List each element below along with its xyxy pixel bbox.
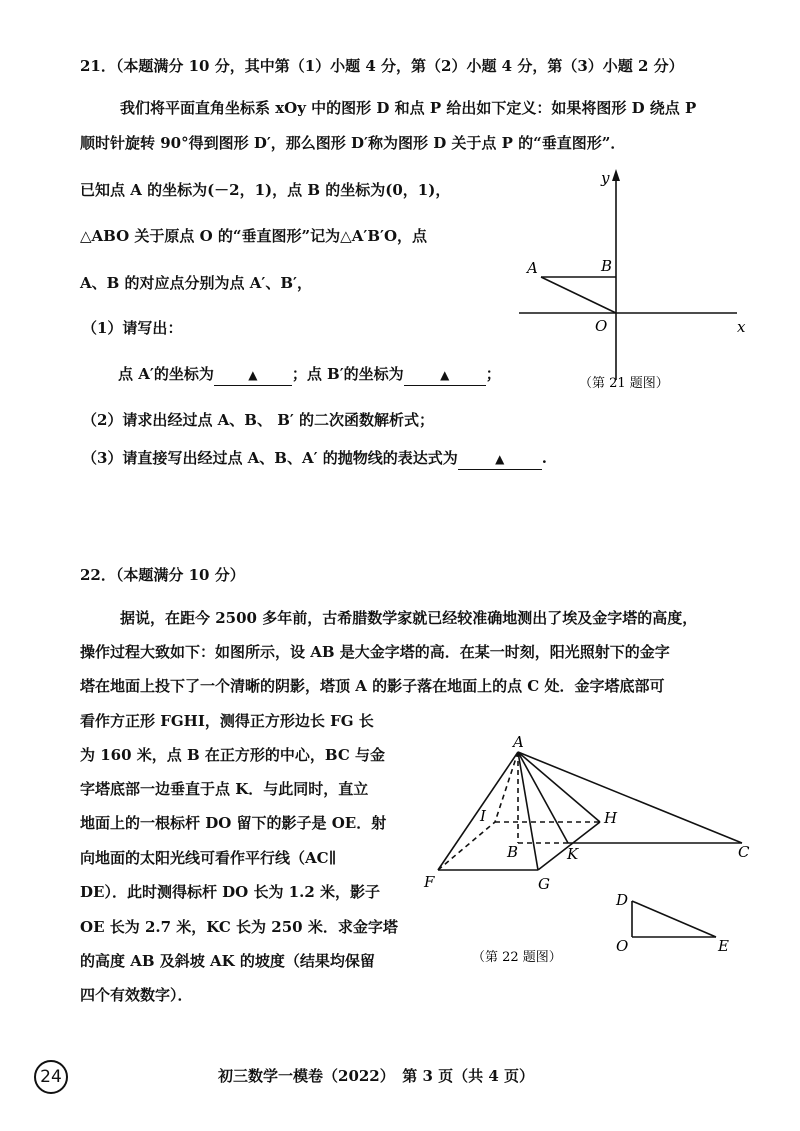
q22-para-line-6: 字塔底部一边垂直于点 K．与此同时，直立 bbox=[80, 780, 369, 798]
q22-figure-caption: （第 22 题图） bbox=[472, 950, 562, 965]
answer-placeholder-triangle: ▲ bbox=[440, 368, 450, 382]
label-b: B bbox=[507, 843, 519, 861]
q21-given-line-1: 已知点 A 的坐标为(－2，1)，点 B 的坐标为(0，1)， bbox=[80, 181, 451, 199]
q21-coordinate-figure bbox=[515, 165, 760, 400]
edge-af bbox=[438, 752, 518, 870]
q21-header: 21．（本题满分 10 分，其中第（1）小题 4 分，第（2）小题 4 分，第（3）小题 2 分） bbox=[80, 57, 684, 75]
q21-part-3-prompt: （3）请直接写出经过点 A、B、A′ 的抛物线的表达式为 bbox=[82, 449, 458, 467]
label-i: I bbox=[480, 807, 486, 825]
q22-para-line-2: 操作过程大致如下：如图所示，设 AB 是大金字塔的高．在某一时刻，阳光照射下的金字 bbox=[80, 643, 670, 661]
label-h: H bbox=[604, 809, 618, 827]
label-d: D bbox=[616, 891, 629, 909]
q21-b-prime-blank[interactable] bbox=[404, 364, 486, 386]
label-x: x bbox=[737, 318, 746, 336]
q22-pyramid-figure bbox=[410, 725, 770, 975]
edge-ah bbox=[518, 752, 600, 822]
q21-part-1-answer-line bbox=[118, 364, 501, 386]
answer-placeholder-triangle: ▲ bbox=[495, 452, 505, 466]
page-footer: 初三数学一模卷（2022） 第 3 页（共 4 页） bbox=[218, 1067, 535, 1085]
label-f: F bbox=[424, 873, 435, 891]
q22-para-line-12: 四个有效数字）． bbox=[80, 986, 193, 1004]
q22-para-line-3: 塔在地面上投下了一个清晰的阴影，塔顶 A 的影子落在地面上的点 C 处．金字塔底部可 bbox=[80, 677, 665, 695]
q22-para-line-1: 据说，在距今 2500 多年前，古希腊数学家就已经较准确地测出了埃及金字塔的高度， bbox=[120, 609, 698, 627]
q21-a-prime-prompt: 点 A′的坐标为 bbox=[118, 365, 214, 383]
q22-para-line-11: 的高度 AB 及斜坡 AK 的坡度（结果均保留 bbox=[80, 952, 375, 970]
q21-intro-line-2: 顺时针旋转 90°得到图形 D′，那么图形 D′称为图形 D 关于点 P 的“垂直图形”． bbox=[80, 134, 626, 152]
q22-header: 22．（本题满分 10 分） bbox=[80, 566, 245, 584]
q21-intro-line-1: 我们将平面直角坐标系 xOy 中的图形 D 和点 P 给出如下定义：如果将图形 D 绕点 P bbox=[120, 99, 697, 117]
page-badge-number: 24 bbox=[40, 1067, 62, 1087]
answer-placeholder-triangle: ▲ bbox=[248, 368, 258, 382]
segment-ao bbox=[541, 277, 616, 313]
q22-para-line-7: 地面上的一根标杆 DO 留下的影子是 OE．射 bbox=[80, 814, 387, 832]
q21-part-2: （2）请求出经过点 A、B、 B′ 的二次函数解析式； bbox=[82, 411, 435, 429]
y-axis-arrow bbox=[612, 169, 620, 181]
q22-para-line-9: DE）．此时测得标杆 DO 长为 1.2 米，影子 bbox=[80, 883, 381, 901]
q22-para-line-8: 向地面的太阳光线可看作平行线（AC∥ bbox=[80, 849, 337, 867]
q21-part-3-blank[interactable] bbox=[458, 448, 542, 470]
q21-part-1-label: （1）请写出： bbox=[82, 319, 183, 337]
label-a: A bbox=[527, 259, 538, 277]
label-c: C bbox=[738, 843, 750, 861]
label-b: B bbox=[601, 257, 613, 275]
label-o: O bbox=[595, 317, 608, 335]
q22-para-line-5: 为 160 米，点 B 在正方形的中心，BC 与金 bbox=[80, 746, 385, 764]
q21-given-line-2: △ABO 关于原点 O 的“垂直图形”记为△A′B′O，点 bbox=[80, 227, 428, 245]
page-number-badge bbox=[34, 1060, 68, 1094]
q21-b-prime-prompt: ；点 B′的坐标为 bbox=[291, 365, 404, 383]
label-e: E bbox=[718, 937, 729, 955]
label-g: G bbox=[538, 875, 550, 893]
q21-part-1-end: ； bbox=[485, 365, 501, 383]
q22-para-line-4: 看作方正形 FGHI，测得正方形边长 FG 长 bbox=[80, 712, 374, 730]
q21-figure-caption: （第 21 题图） bbox=[579, 376, 669, 391]
q21-given-line-3: A、B 的对应点分别为点 A′、B′， bbox=[80, 274, 312, 292]
label-o: O bbox=[616, 937, 629, 955]
edge-ai-hidden bbox=[495, 752, 518, 822]
label-k: K bbox=[567, 845, 579, 863]
q22-para-line-10: OE 长为 2.7 米，KC 长为 250 米．求金字塔 bbox=[80, 918, 398, 936]
sun-ray-de bbox=[632, 901, 716, 937]
q21-part-3-line bbox=[82, 448, 547, 470]
q21-part-3-end: . bbox=[541, 449, 548, 467]
sun-ray-ac bbox=[518, 752, 742, 843]
label-y: y bbox=[601, 169, 610, 187]
label-a: A bbox=[513, 733, 524, 751]
q21-a-prime-blank[interactable] bbox=[214, 364, 292, 386]
